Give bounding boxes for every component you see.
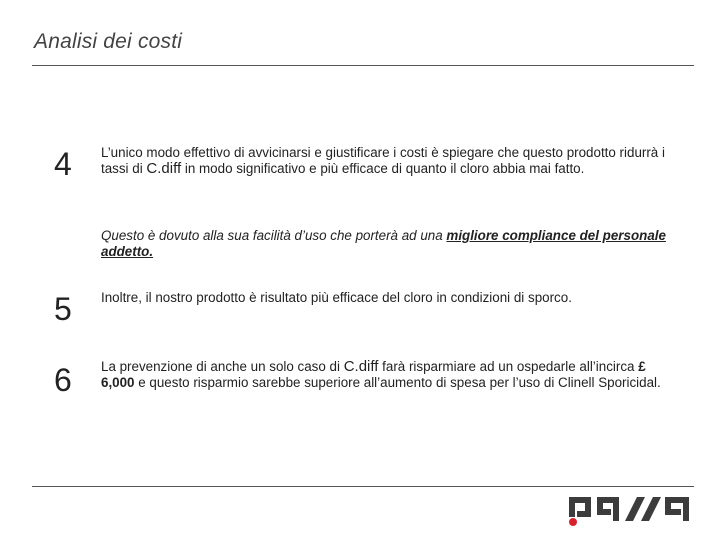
point-6-text-part-b: farà risparmiare ad un ospedarle all’incirca: [378, 359, 639, 374]
point-4-cdiff: C.diff: [146, 160, 182, 177]
point-4-text-part-a: L’unico modo effettivo di avvicinarsi e giustificare i costi è spiegare che questo prodotto ridurrà i tassi di: [101, 145, 665, 176]
point-6-amount: £ 6,000: [101, 359, 646, 390]
point-5-text: Inoltre, il nostro prodotto è risultato più efficace del cloro in condizioni di sporco.: [101, 290, 572, 305]
point-4-text-part-b: in modo significativo e più efficace di quanto il cloro abbia mai fatto.: [181, 161, 585, 176]
point-4-emphasis-plain: Questo è dovuto alla sua facilità d’uso che porterà ad una: [101, 228, 447, 243]
point-4-emphasis-strong: migliore compliance del personale addetto: [101, 228, 666, 259]
point-4-emphasis-end: .: [149, 244, 154, 259]
point-5-number: 5: [54, 291, 72, 327]
point-6-number: 6: [54, 362, 72, 398]
page-title: Analisi dei costi: [34, 30, 183, 53]
top-divider: [32, 65, 694, 66]
bottom-divider: [32, 486, 694, 487]
point-6-text-part-a: La prevenzione di anche un solo caso di: [101, 359, 344, 374]
point-4-number: 4: [54, 146, 72, 182]
point-4-text: [101, 145, 676, 177]
point-4-emphasis: [101, 228, 676, 260]
point-6-cdiff: C.diff: [343, 358, 379, 375]
point-6-text-part-c: e questo risparmio sarebbe superiore all’aumento di spesa per l’uso di Clinell Sporicidal.: [134, 375, 661, 390]
point-6-text: [101, 359, 676, 391]
gama-logo: [567, 495, 691, 527]
